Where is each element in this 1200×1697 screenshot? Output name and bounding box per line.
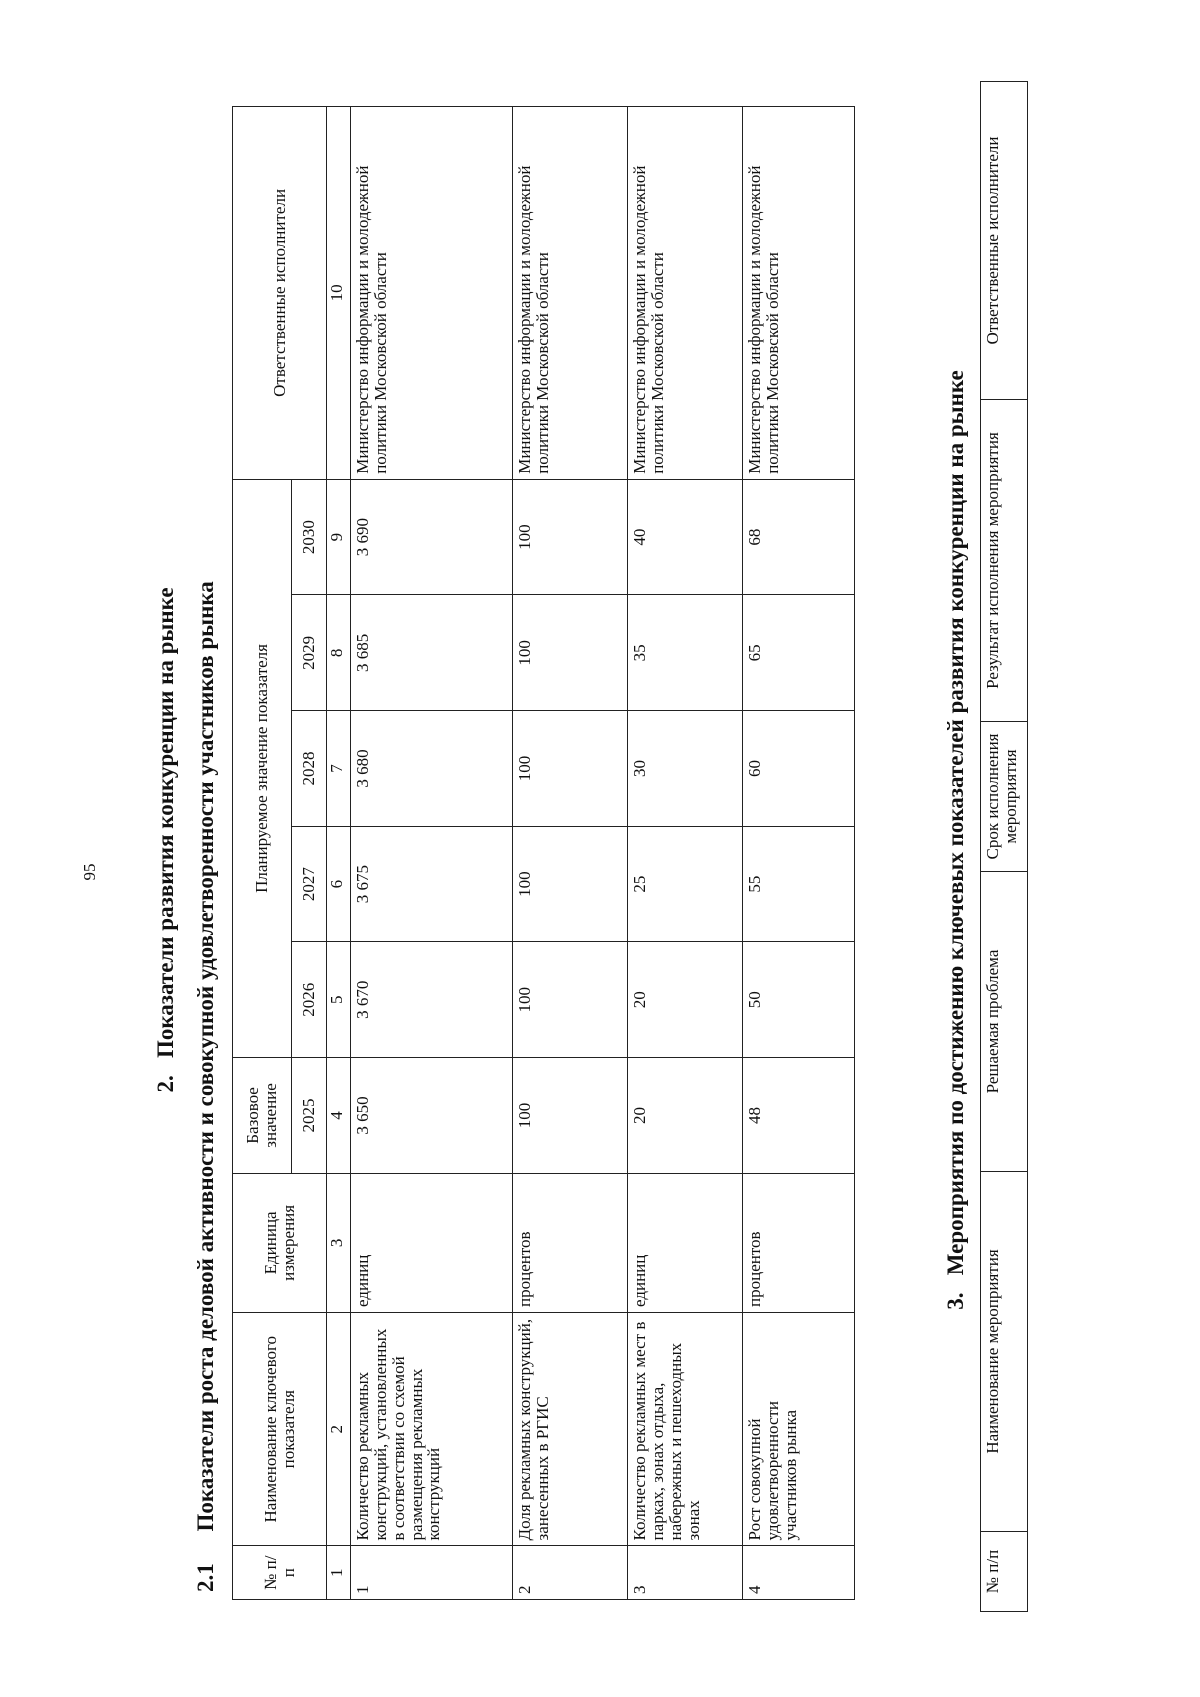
section-2-1-number: 2.1 xyxy=(193,1563,218,1592)
planned-value: 68 xyxy=(743,479,855,595)
section-3-title: Мероприятия по достижению ключевых показателей развития конкуренции на рынке xyxy=(943,370,968,1276)
header-year: 2030 xyxy=(292,479,327,595)
planned-value: 100 xyxy=(513,479,628,595)
section-2-1-heading xyxy=(193,581,219,1592)
table-row xyxy=(351,107,513,1600)
header-year: 2026 xyxy=(292,942,327,1058)
header-indicator-name: Наименование ключевого показателя xyxy=(233,1312,327,1545)
column-number: 7 xyxy=(327,711,351,827)
planned-value: 100 xyxy=(513,826,628,942)
base-value: 48 xyxy=(743,1058,855,1174)
responsible: Министерство информации и молодежной политики Московской области xyxy=(743,107,855,480)
responsible: Министерство информации и молодежной политики Московской области xyxy=(628,107,743,480)
header-responsible: Ответственные исполнители xyxy=(981,82,1028,400)
table-row xyxy=(513,107,628,1600)
header-deadline: Срок исполнения мероприятия xyxy=(981,722,1028,872)
column-number: 6 xyxy=(327,826,351,942)
section-2-number: 2. xyxy=(153,1075,178,1093)
section-3-heading xyxy=(943,60,969,1620)
planned-value: 100 xyxy=(513,942,628,1058)
row-num: 3 xyxy=(628,1546,743,1600)
indicator-name: Рост совокупной удовлетворенности участников рынка xyxy=(743,1312,855,1545)
base-value: 100 xyxy=(513,1058,628,1174)
section-2-1-title: Показатели роста деловой активности и совокупной удовлетворенности участников рынка xyxy=(193,581,218,1532)
planned-value: 20 xyxy=(628,942,743,1058)
header-measure-name: Наименование мероприятия xyxy=(981,1172,1028,1532)
indicator-name: Количество рекламных конструкций, установленных в соответствии со схемой размещения рекламных конструкций xyxy=(351,1312,513,1545)
planned-value: 30 xyxy=(628,711,743,827)
planned-value: 3 685 xyxy=(351,595,513,711)
planned-value: 3 690 xyxy=(351,479,513,595)
column-number-row xyxy=(327,107,351,1600)
column-number: 1 xyxy=(327,1546,351,1600)
measures-table xyxy=(980,81,1028,1612)
base-value: 3 650 xyxy=(351,1058,513,1174)
key-indicators-table xyxy=(232,106,855,1600)
section-2-title: Показатели развития конкуренции на рынке xyxy=(153,587,178,1059)
column-number: 8 xyxy=(327,595,351,711)
header-num: № п/п xyxy=(233,1546,327,1600)
header-problem: Решаемая проблема xyxy=(981,872,1028,1172)
planned-value: 3 670 xyxy=(351,942,513,1058)
header-result: Результат исполнения мероприятия xyxy=(981,400,1028,722)
header-unit: Единица измерения xyxy=(233,1173,327,1312)
table-row xyxy=(628,107,743,1600)
page-number: 95 xyxy=(80,863,99,881)
column-number: 5 xyxy=(327,942,351,1058)
indicator-name: Количество рекламных мест в парках, зонах отдыха, набережных и пешеходных зонах xyxy=(628,1312,743,1545)
header-year: 2025 xyxy=(292,1058,327,1174)
unit: процентов xyxy=(743,1173,855,1312)
header-year: 2027 xyxy=(292,826,327,942)
planned-value: 55 xyxy=(743,826,855,942)
header-planned-value: Планируемое значение показателя xyxy=(233,479,292,1057)
planned-value: 100 xyxy=(513,711,628,827)
base-value: 20 xyxy=(628,1058,743,1174)
planned-value: 25 xyxy=(628,826,743,942)
column-number: 2 xyxy=(327,1312,351,1545)
unit: процентов xyxy=(513,1173,628,1312)
header-base-value: Базовое значение xyxy=(233,1058,292,1174)
responsible: Министерство информации и молодежной политики Московской области xyxy=(351,107,513,480)
column-number: 4 xyxy=(327,1058,351,1174)
unit: единиц xyxy=(351,1173,513,1312)
planned-value: 100 xyxy=(513,595,628,711)
row-num: 1 xyxy=(351,1546,513,1600)
section-2-heading xyxy=(153,60,179,1620)
responsible: Министерство информации и молодежной политики Московской области xyxy=(513,107,628,480)
section-3-number: 3. xyxy=(943,1292,968,1310)
header-num: № п/п xyxy=(981,1532,1028,1612)
table-row xyxy=(743,107,855,1600)
header-responsible: Ответственные исполнители xyxy=(233,107,327,480)
planned-value: 35 xyxy=(628,595,743,711)
planned-value: 3 675 xyxy=(351,826,513,942)
planned-value: 50 xyxy=(743,942,855,1058)
indicator-name: Доля рекламных конструкций, занесенных в РГИС xyxy=(513,1312,628,1545)
header-year: 2028 xyxy=(292,711,327,827)
column-number: 9 xyxy=(327,479,351,595)
unit: единиц xyxy=(628,1173,743,1312)
planned-value: 65 xyxy=(743,595,855,711)
planned-value: 60 xyxy=(743,711,855,827)
planned-value: 3 680 xyxy=(351,711,513,827)
row-num: 2 xyxy=(513,1546,628,1600)
planned-value: 40 xyxy=(628,479,743,595)
column-number: 3 xyxy=(327,1173,351,1312)
header-year: 2029 xyxy=(292,595,327,711)
rotated-page-content xyxy=(95,60,1145,1620)
row-num: 4 xyxy=(743,1546,855,1600)
column-number: 10 xyxy=(327,107,351,480)
